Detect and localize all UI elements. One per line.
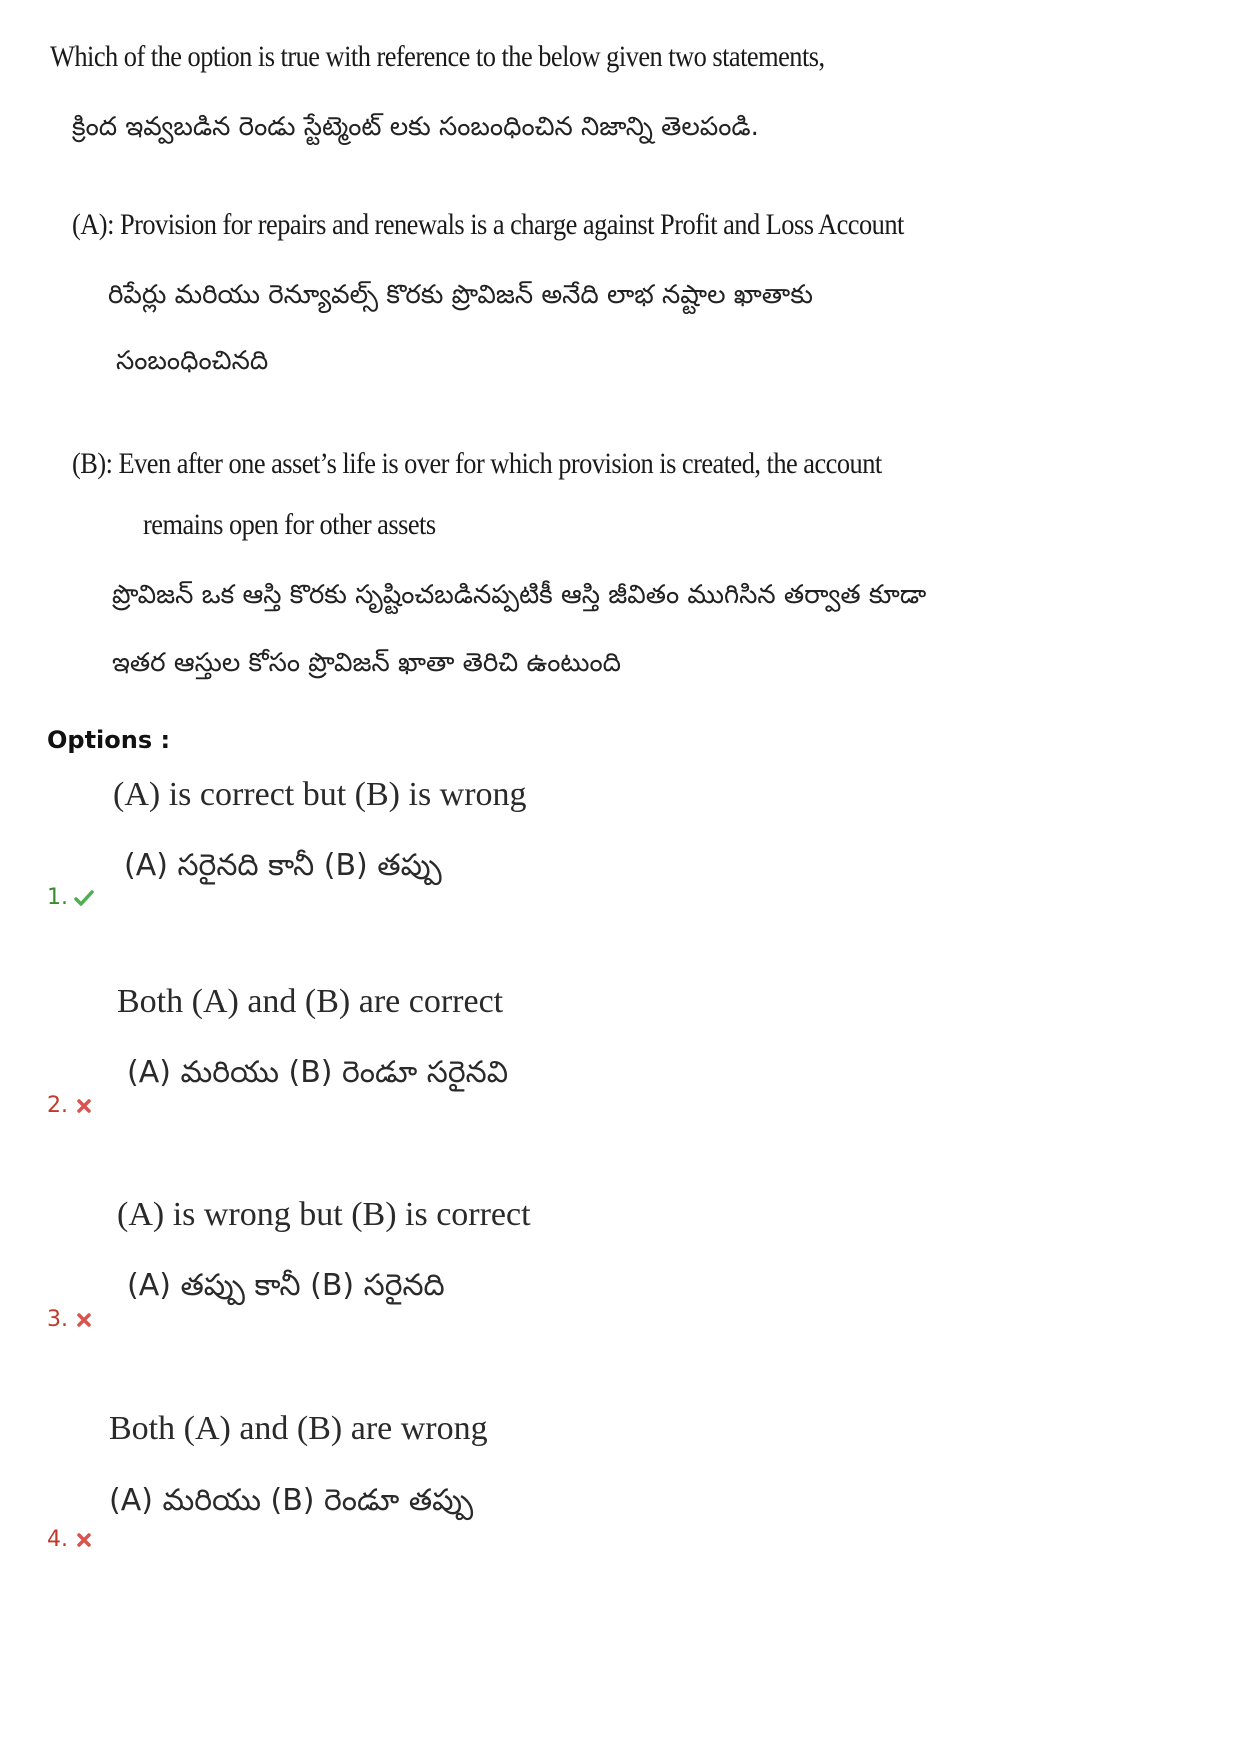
option-1-text-te: (A) సరైనది కానీ (B) తప్పు: [124, 848, 442, 883]
option-2-number: 2.: [47, 1093, 68, 1118]
option-3-text-te: (A) తప్పు కానీ (B) సరైనది: [127, 1268, 445, 1303]
option-1-marker: [47, 885, 94, 910]
cross-icon: [74, 1530, 94, 1550]
option-4-text-en: Both (A) and (B) are wrong: [109, 1410, 488, 1447]
option-3-text-en: (A) is wrong but (B) is correct: [117, 1196, 531, 1233]
option-4-text-te: (A) మరియు (B) రెండూ తప్పు: [109, 1483, 474, 1518]
cross-icon: [74, 1310, 94, 1330]
option-4-number: 4.: [47, 1527, 68, 1552]
statement-b-en-line2: remains open for other assets: [143, 508, 436, 541]
question-prompt-te: క్రింద ఇవ్వబడిన రెండు స్టేట్మెంట్ లకు సంబంధించిన నిజాన్ని తెలపండి.: [72, 112, 759, 142]
option-3-number: 3.: [47, 1307, 68, 1332]
option-2-text-en: Both (A) and (B) are correct: [117, 983, 504, 1020]
option-2-text-te: (A) మరియు (B) రెండూ సరైనవి: [127, 1055, 509, 1090]
option-2-marker: [47, 1093, 94, 1118]
option-3-marker: [47, 1307, 94, 1332]
cross-icon: [74, 1096, 94, 1116]
statement-b-en-line1: (B): Even after one asset’s life is over for which provision is created, the account: [72, 447, 882, 480]
statement-b-te-line1: ప్రొవిజన్ ఒక ఆస్తి కొరకు సృష్టించబడినప్పటికీ ఆస్తి జీవితం ముగిసిన తర్వాత కూడా: [112, 580, 927, 610]
statement-b-te-line2: ఇతర ఆస్తుల కోసం ప్రొవిజన్ ఖాతా తెరిచి ఉంటుంది: [112, 648, 622, 678]
statement-a-te-line1: రిపేర్లు మరియు రెన్యూవల్స్ కొరకు ప్రొవిజన్ అనేది లాభ నష్టాల ఖాతాకు: [108, 280, 813, 310]
option-4-marker: [47, 1527, 94, 1552]
statement-a-en: (A): Provision for repairs and renewals is a charge against Profit and Loss Account: [72, 208, 904, 241]
option-1-number: 1.: [47, 885, 68, 910]
check-icon: [74, 888, 94, 908]
question-prompt-en: Which of the option is true with reference to the below given two statements,: [50, 40, 825, 73]
option-1-text-en: (A) is correct but (B) is wrong: [113, 776, 527, 813]
statement-a-te-line2: సంబంధించినది: [116, 346, 269, 376]
options-heading: Options :: [47, 726, 171, 754]
